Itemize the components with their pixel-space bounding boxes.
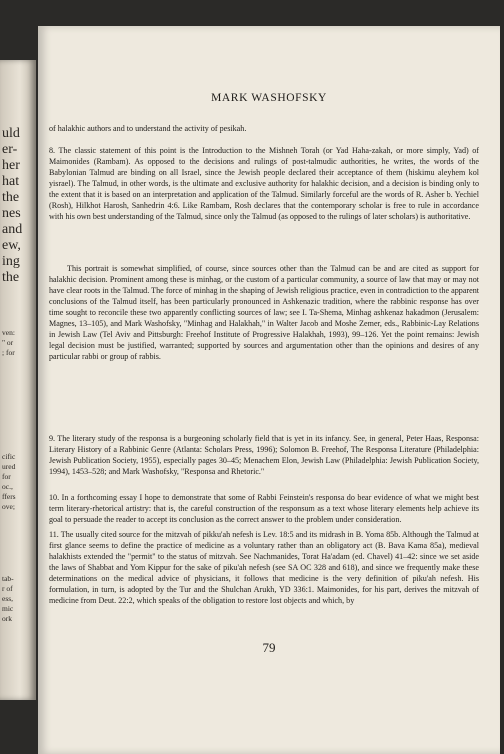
facing-page-note-fragment: tab-	[2, 574, 14, 583]
facing-page-edge	[0, 60, 36, 700]
facing-page-note-fragment: ured	[2, 462, 16, 471]
facing-page-note-fragment: ven:	[2, 328, 15, 337]
paragraph: This portrait is somewhat simplified, of course, since sources other than the Talmud can be and are cited as support for halakhic decision. Prominent among these is minhag, or the custom of a particular community, a source of law that may or may not have clear roots in the Talmud. The force of minhag in the shaping of Jewish religious practice, even in contradiction to the apparent conclusions of the Talmud itself, has been particularly pronounced in Ashkenazic tradition, where the rabbinic response has over time sought to reconcile these two apparently conflicting sources of law; see I. Ta-Shema, Minhag ashkenaz hakadmon (Jerusalem: Magnes, 13–105), and Mark Washofsky, "Minhag and Halakhah," in Walter Jacob and Moshe Zemer, eds., Rabbinic-Lay Relations in Jewish Law (Tel Aviv and Pittsburgh: Freehof Institute of Progressive Halakhah, 1993), 99–126. Yet the point remains: Jewish legal decision must be justified, warranted; supported by sources and argumentation other than the opinions and desires of any particular rabbi or group of rabbis.	[49, 264, 479, 361]
facing-page-note-fragment: mic	[2, 604, 14, 613]
facing-page-fragment: the	[2, 190, 20, 205]
facing-page-fragment: her	[2, 158, 20, 173]
endnote-8-continued	[49, 263, 479, 362]
note-continuation	[49, 123, 479, 134]
facing-page-fragment: uld	[2, 126, 20, 141]
facing-page-note-fragment: ffers	[2, 492, 16, 501]
paragraph: 11. The usually cited source for the mitzvah of pikku'ah nefesh is Lev. 18:5 and its midrash in B. Yoma 85b. Although the Talmud at first glance seems to define the practice of medicine as a voluntary rather than an obligatory act (B. Bava Kama 85a), medieval halakhists extended the "permit" to the status of mitzvah. See Nachmanides, Torat Ha'adam (ed. Chavel) 41–42: since we set aside the laws of Shabbat and Yom Kippur for the sake of piku'ah nefesh (see SA OC 328 and 618), and since we frequently make these determinations on the medical advice of physicians, it follows that medicine is the very definition of piku'ah nefesh. His formulation, in turn, is adopted by the Tur and the Shulchan Arukh, YD 336:1. Maimonides, for his part, derives the mitzvah of medicine from Deut. 22:2, which speaks of the obligation to restore lost objects and which, by	[49, 530, 479, 605]
facing-page-fragment: hat	[2, 174, 20, 189]
facing-page-note-fragment: ove;	[2, 502, 15, 511]
endnote-10	[49, 492, 479, 525]
facing-page-note-fragment: ork	[2, 614, 12, 623]
paragraph: 10. In a forthcoming essay I hope to demonstrate that some of Rabbi Feinstein's responsa do bear evidence of what we might best term literary-rhetorical artistry: that is, the careful construction of the responsum as a text whose literary elements help achieve its goal to persuade the reader to accept its conclusion as the correct answer to the problem under consideration.	[49, 493, 479, 524]
facing-page-fragment: nes	[2, 206, 21, 221]
facing-page-note-fragment: r of	[2, 584, 13, 593]
book-page	[38, 26, 500, 754]
paragraph: 8. The classic statement of this point is the Introduction to the Mishneh Torah (or Yad Haha-zakah, or more simply, Yad) of Maimonides (Rambam). As opposed to the decisions and rulings of post-talmudic authorities, he writes, the words of the Babylonian Talmud are binding on all Israel, since the Jewish people declared their acceptance of them (hiskimu aleyhem kol yisrael). The Talmud, in other words, is the ultimate and exclusive authority for halakhic decision, and a decision is binding only to the extent that it is based on an interpretation and application of the Talmud. Similarly forceful are the words of R. Asher b. Yechiel (Rosh), Hilkhot Harosh, Sanhedrin 4:6. Like Rambam, Rosh declares that the contemporary scholar is free to rule in accordance with his own best understanding of the Talmud, since only the Talmud (as opposed to the rulings of later scholars) is authoritative.	[49, 146, 479, 221]
facing-page-fragment: er-	[2, 142, 18, 157]
facing-page-note-fragment: oc.,	[2, 482, 13, 491]
facing-page-fragment: the	[2, 270, 20, 285]
endnote-8	[49, 145, 479, 222]
endnote-11	[49, 529, 479, 606]
facing-page-note-fragment: ; for	[2, 348, 15, 357]
facing-page-fragment: ing	[2, 254, 20, 269]
facing-page-note-fragment: " or	[2, 338, 14, 347]
facing-page-note-fragment: for	[2, 472, 11, 481]
facing-page-note-fragment: cific	[2, 452, 16, 461]
facing-page-fragment: ew,	[2, 238, 21, 253]
facing-page-note-fragment: ess,	[2, 594, 14, 603]
running-header: MARK WASHOFSKY	[211, 92, 327, 104]
facing-page-fragment: and	[2, 222, 23, 237]
paragraph: of halakhic authors and to understand the activity of pesikah.	[49, 124, 247, 133]
paragraph: 9. The literary study of the responsa is a burgeoning scholarly field that is yet in its infancy. See, in general, Peter Haas, Responsa: Literary History of a Rabbinic Genre (Atlanta: Scholars Press, 1996); Solomon B. Freehof, The Responsa Literature (Philadelphia: Jewish Publication Society, 1955), especially pages 30–45; Menachem Elon, Jewish Law (Philadelphia: Jewish Publication Society, 1994), 1453–528; and Mark Washofsky, "Responsa and Rhetoric."	[49, 434, 479, 476]
endnote-9	[49, 433, 479, 477]
page-number: 79	[262, 640, 276, 655]
